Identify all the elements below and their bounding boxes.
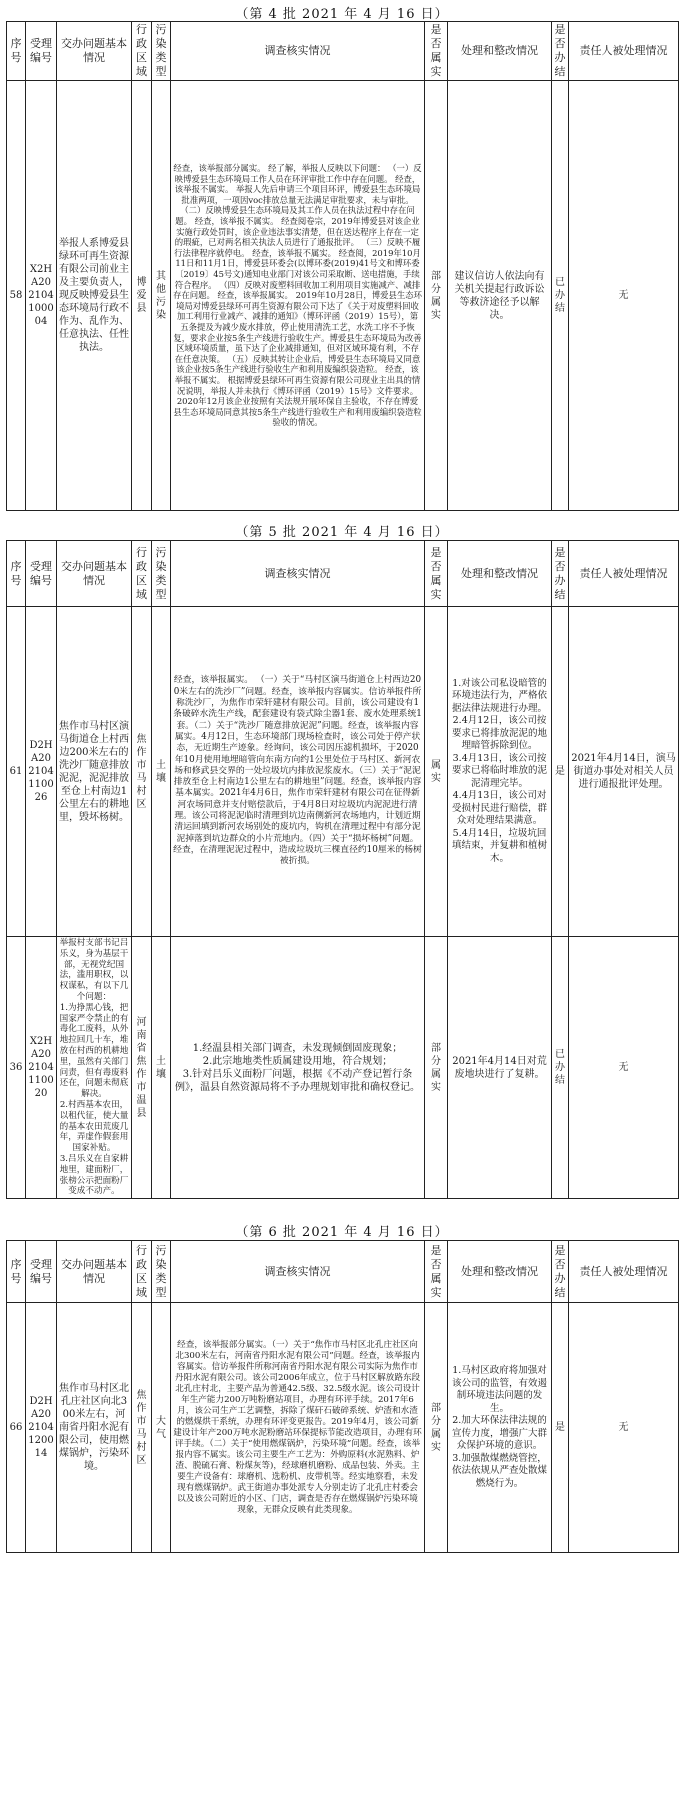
header-verified: 是否属实 — [425, 22, 448, 81]
cell-verified: 属实 — [425, 607, 448, 937]
batch-4-title: （第 4 批 2021 年 4 月 16 日） — [235, 7, 449, 22]
cell-handling: 1.对该公司私设暗管的环境违法行为，严格依据法律法规进行办理。 2.4月12日，该公司按要求已将排放泥泥的地埋暗管拆除到位。 3.4月13日，该公司按要求已将临时堆放的泥泥清理完毕。 4.4月13日，该公司对受损村民进行赔偿，群众对处理结果满意。 5.4月14日，垃圾坑回填结束，并复耕和植树木。 — [448, 607, 552, 937]
cell-accountability: 无 — [569, 81, 679, 511]
cell-verified: 部分属实 — [425, 937, 448, 1199]
cell-closed: 是 — [552, 607, 569, 937]
cell-accountability: 无 — [569, 937, 679, 1199]
cell-seq: 36 — [7, 937, 26, 1199]
cell-case-no: X2HA202104110020 — [26, 937, 57, 1199]
cell-verified: 部分属实 — [425, 81, 448, 511]
cell-closed: 是 — [552, 1303, 569, 1553]
header-closed: 是否办结 — [552, 541, 569, 607]
cell-seq: 61 — [7, 607, 26, 937]
header-region: 行政区域 — [132, 22, 152, 81]
header-verified: 是否属实 — [425, 1241, 448, 1303]
cell-problem: 举报人系博爱县绿环可再生资源有限公司前业主及主要负责人，现反映博爱县生态环境局行政不作为、乱作为、任意执法、任性执法。 — [57, 81, 132, 511]
cell-region: 博爱县 — [132, 81, 152, 511]
header-case-no: 受理编号 — [26, 22, 57, 81]
cell-investigation: 经查，该举报部分属实。（一）关于“焦作市马村区北孔庄社区向北300米左右，河南省丹阳水泥有限公司”问题。经查，该举报内容属实。信访举报件所称河南省丹阳水泥有限公司实际为焦作市丹阳水泥有限公司。该公司2006年成立，位于马村区解放路东段北孔庄村北，主要产品为普通42.5级、32.5级水泥。该公司设计年生产能力200万吨粉磨站项目，办理有环评手续。2017年6月，该公司生产工艺调整，拆除了煤矸石破碎系统、炉渣和水渣的燃煤烘干系统，办理有环评变更报告。2019年4月，该公司新建设计年产200万吨水泥粉磨站环保提标节能改造项目，办理有环评手续。（二）关于“使用燃煤锅炉，污染环境”问题。经查，该举报内容不属实。该公司主要生产工艺为：外购原料(水泥熟料、炉渣、脱硫石膏、粉煤灰等)，经球磨机磨粉、成品包装、外卖。主要生产设备有：球磨机、选粉机、皮带机等。经实地察看，未发现有燃煤锅炉。武王街道办事处派专人分别走访了北孔庄村委会以及该公司附近的小区、门店，调查是否存在燃煤锅炉污染环境现象，无群众反映有此类现象。 — [171, 1303, 425, 1553]
header-seq: 序号 — [7, 541, 26, 607]
batch-6-table — [6, 1240, 679, 1553]
cell-problem: 焦作市马村区北孔庄社区向北300米左右，河南省丹阳水泥有限公司，使用燃煤锅炉，污染环境。 — [57, 1303, 132, 1553]
cell-case-no: D2HA202104110026 — [26, 607, 57, 937]
header-handling: 处理和整改情况 — [448, 541, 552, 607]
header-problem: 交办问题基本情况 — [57, 1241, 132, 1303]
header-seq: 序号 — [7, 1241, 26, 1303]
header-pollution: 污染类型 — [152, 1241, 171, 1303]
batch-4-table — [6, 21, 679, 511]
header-investigation: 调查核实情况 — [171, 22, 425, 81]
header-accountability: 责任人被处理情况 — [569, 1241, 679, 1303]
cell-investigation: 经查，该举报属实。 （一）关于“马村区演马街道仓上村西边200米左右的洗沙厂”问题。经查，该举报内容属实。信访举报件所称洗沙厂，为焦作市荣轩建材有限公司。目前，该公司建设有1条破碎水洗生产线，配套建设有袋式除尘器1套、废水处理系统1套。（二）关于“洗沙厂随意排放泥泥”问题。经查，该举报内容属实。4月12日，生态环境部门现场检查时，该公司处于停产状态，无近期生产迹象。经询问，该公司因压滤机损坏，于2020年10月使用地埋暗管向东南方向约1公里处位于马村区、新河农场和修武县交界的一处垃圾坑内排放泥浆废水。（三）关于“泥泥排放至仓上村南边1公里左右的耕地里”问题。经查，该举报内容基本属实。2021年4月6日，焦作市荣轩建材有限公司在征得新河农场同意并支付赔偿款后，于4月8日对垃圾坑内泥泥进行清理。该公司将泥泥临时清理到坑边南侧新河农场地内，计划近期清运回填到新河农场别处的废坑内，钩机在清理过程中有部分泥泥掉落到坑边群众的小片荒地内。（四）关于“损坏杨树”问题。经查，在清理泥泥过程中，造成垃圾坑三棵直径约10厘米的杨树被折损。 — [171, 607, 425, 937]
header-accountability: 责任人被处理情况 — [569, 22, 679, 81]
header-pollution: 污染类型 — [152, 541, 171, 607]
cell-handling: 1.马村区政府将加强对该公司的监管，有效遏制环境违法问题的发生。 2.加大环保法律法规的宣传力度，增强广大群众保护环境的意识。 3.加强散煤燃烧管控，依法依规从严查处散煤燃烧行为。 — [448, 1303, 552, 1553]
header-seq: 序号 — [7, 22, 26, 81]
cell-pollution: 其他污染 — [152, 81, 171, 511]
cell-problem: 举报村支部书记吕乐义，身为基层干部，无视党纪国法，滥用职权，以权谋私，有以下几个问题： 1.为挣黑心钱，把国家严令禁止的有毒化工废料，从外地拉回几十车，堆放在村西的机耕地里，虽然有关部门问责，但有毒废料还在，问题未彻底解决。 2.村西基本农田，以租代征，使大量的基本农田荒废几年，弄虚作假套用国家补贴。 3.吕乐义在自家耕地里，建面粉厂，张榜公示把面粉厂变成不动产。 — [57, 937, 132, 1199]
cell-pollution: 土壤 — [152, 607, 171, 937]
header-handling: 处理和整改情况 — [448, 1241, 552, 1303]
cell-case-no: X2HA202104100004 — [26, 81, 57, 511]
cell-closed: 已办结 — [552, 937, 569, 1199]
cell-problem: 焦作市马村区演马街道仓上村西边200米左右的洗沙厂随意排放泥泥，泥泥排放至仓上村南边1公里左右的耕地里，毁坏杨树。 — [57, 607, 132, 937]
cell-verified: 部分属实 — [425, 1303, 448, 1553]
header-problem: 交办问题基本情况 — [57, 541, 132, 607]
header-pollution: 污染类型 — [152, 22, 171, 81]
table-row — [7, 1303, 679, 1553]
table-row — [7, 607, 679, 937]
header-closed: 是否办结 — [552, 22, 569, 81]
header-handling: 处理和整改情况 — [448, 22, 552, 81]
batch-5-table — [6, 540, 679, 1199]
table-row — [7, 937, 679, 1199]
cell-pollution: 土壤 — [152, 937, 171, 1199]
batch-5-title: （第 5 批 2021 年 4 月 16 日） — [235, 525, 449, 540]
cell-accountability: 2021年4月14日，演马街道办事处对相关人员进行通报批评处理。 — [569, 607, 679, 937]
cell-investigation: 1.经温县相关部门调查，未发现倾倒固废现象； 2.此宗地地类性质属建设用地，符合规划； 3.针对吕乐义面粉厂问题，根据《不动产登记暂行条例》，温县自然资源局将不予办理规划审批和确权登记。 — [171, 937, 425, 1199]
header-closed: 是否办结 — [552, 1241, 569, 1303]
header-investigation: 调查核实情况 — [171, 1241, 425, 1303]
table-header-row — [7, 541, 679, 607]
cell-investigation: 经查，该举报部分属实。 经了解，举报人反映以下问题： （一）反映博爱县生态环境局工作人员在环评审批工作中存在问题。 经查，该举报不属实。 举报人先后申请三个项目环评，博爱县生态环境局批准两项，一项因voc排放总量无法满足审批要求，未与审批。 （二）反映博爱县生态环境局及其工作人员在执法过程中存在问题。 经查，该举报不属实。 经查阅卷宗，2019年博爱县对该企业实施行政处罚时，该企业违法事实清楚，但在送达程序上存在一定的瑕疵，已对两名相关执法人员进行了通报批评。 （三）反映不履行法律程序就停电。 经查，该举报不属实。 经查阅，2019年10月11日和11月1日，博爱县环委会(以博环委(2019)41号文和博环委〔2019〕45号文)通知电业部门对该公司采取断、送电措施，手续符合程序。 （四）反映对废塑料回收加工利用项目实施减产、减排存在问题。 经查，该举报属实。 2019年10月28日，博爱县生态环境局对博爱县绿环可再生资源有限公司下达了《关于对废塑料回收加工利用行业减产、减排的通知》（博环评函（2019）15号），第五条提及为减少废水排放，停止使用清洗工艺，水洗工序不予恢复，要求企业按5条生产线进行验收生产。博爱县生态环境局为改善区域环境质量，虽下达了企业减排通知，但对区域环境有利，不存在任意决策。 （五）反映其转让企业后，博爱县生态环境局又同意该企业按5条生产线进行验收生产和利用废编织袋造粒。 经查，该举报不属实。 根据博爱县绿环可再生资源有限公司现业主出具的情况说明，举报人并未执行《博环评函（2019）15号》文件要求。 2020年12月该企业按照有关法规开展环保自主验收，不存在博爱县生态环境局同意其按5条生产线进行验收生产和利用废编织袋造粒验收的情况。 — [171, 81, 425, 511]
table-header-row — [7, 1241, 679, 1303]
table-header-row — [7, 22, 679, 81]
cell-region: 焦作市马村区 — [132, 607, 152, 937]
cell-seq: 66 — [7, 1303, 26, 1553]
table-row — [7, 81, 679, 511]
header-case-no: 受理编号 — [26, 541, 57, 607]
cell-accountability: 无 — [569, 1303, 679, 1553]
cell-handling: 2021年4月14日对荒废地块进行了复耕。 — [448, 937, 552, 1199]
cell-pollution: 大气 — [152, 1303, 171, 1553]
header-accountability: 责任人被处理情况 — [569, 541, 679, 607]
header-problem: 交办问题基本情况 — [57, 22, 132, 81]
cell-region: 河南省焦作市温县 — [132, 937, 152, 1199]
header-region: 行政区域 — [132, 541, 152, 607]
header-case-no: 受理编号 — [26, 1241, 57, 1303]
batch-6-title: （第 6 批 2021 年 4 月 16 日） — [235, 1225, 449, 1240]
header-region: 行政区域 — [132, 1241, 152, 1303]
cell-case-no: D2HA202104120014 — [26, 1303, 57, 1553]
header-investigation: 调查核实情况 — [171, 541, 425, 607]
cell-closed: 已办结 — [552, 81, 569, 511]
header-verified: 是否属实 — [425, 541, 448, 607]
page-bottom-fade — [0, 1556, 684, 1800]
cell-handling: 建议信访人依法向有关机关提起行政诉讼等救济途径予以解决。 — [448, 81, 552, 511]
cell-seq: 58 — [7, 81, 26, 511]
cell-region: 焦作市马村区 — [132, 1303, 152, 1553]
